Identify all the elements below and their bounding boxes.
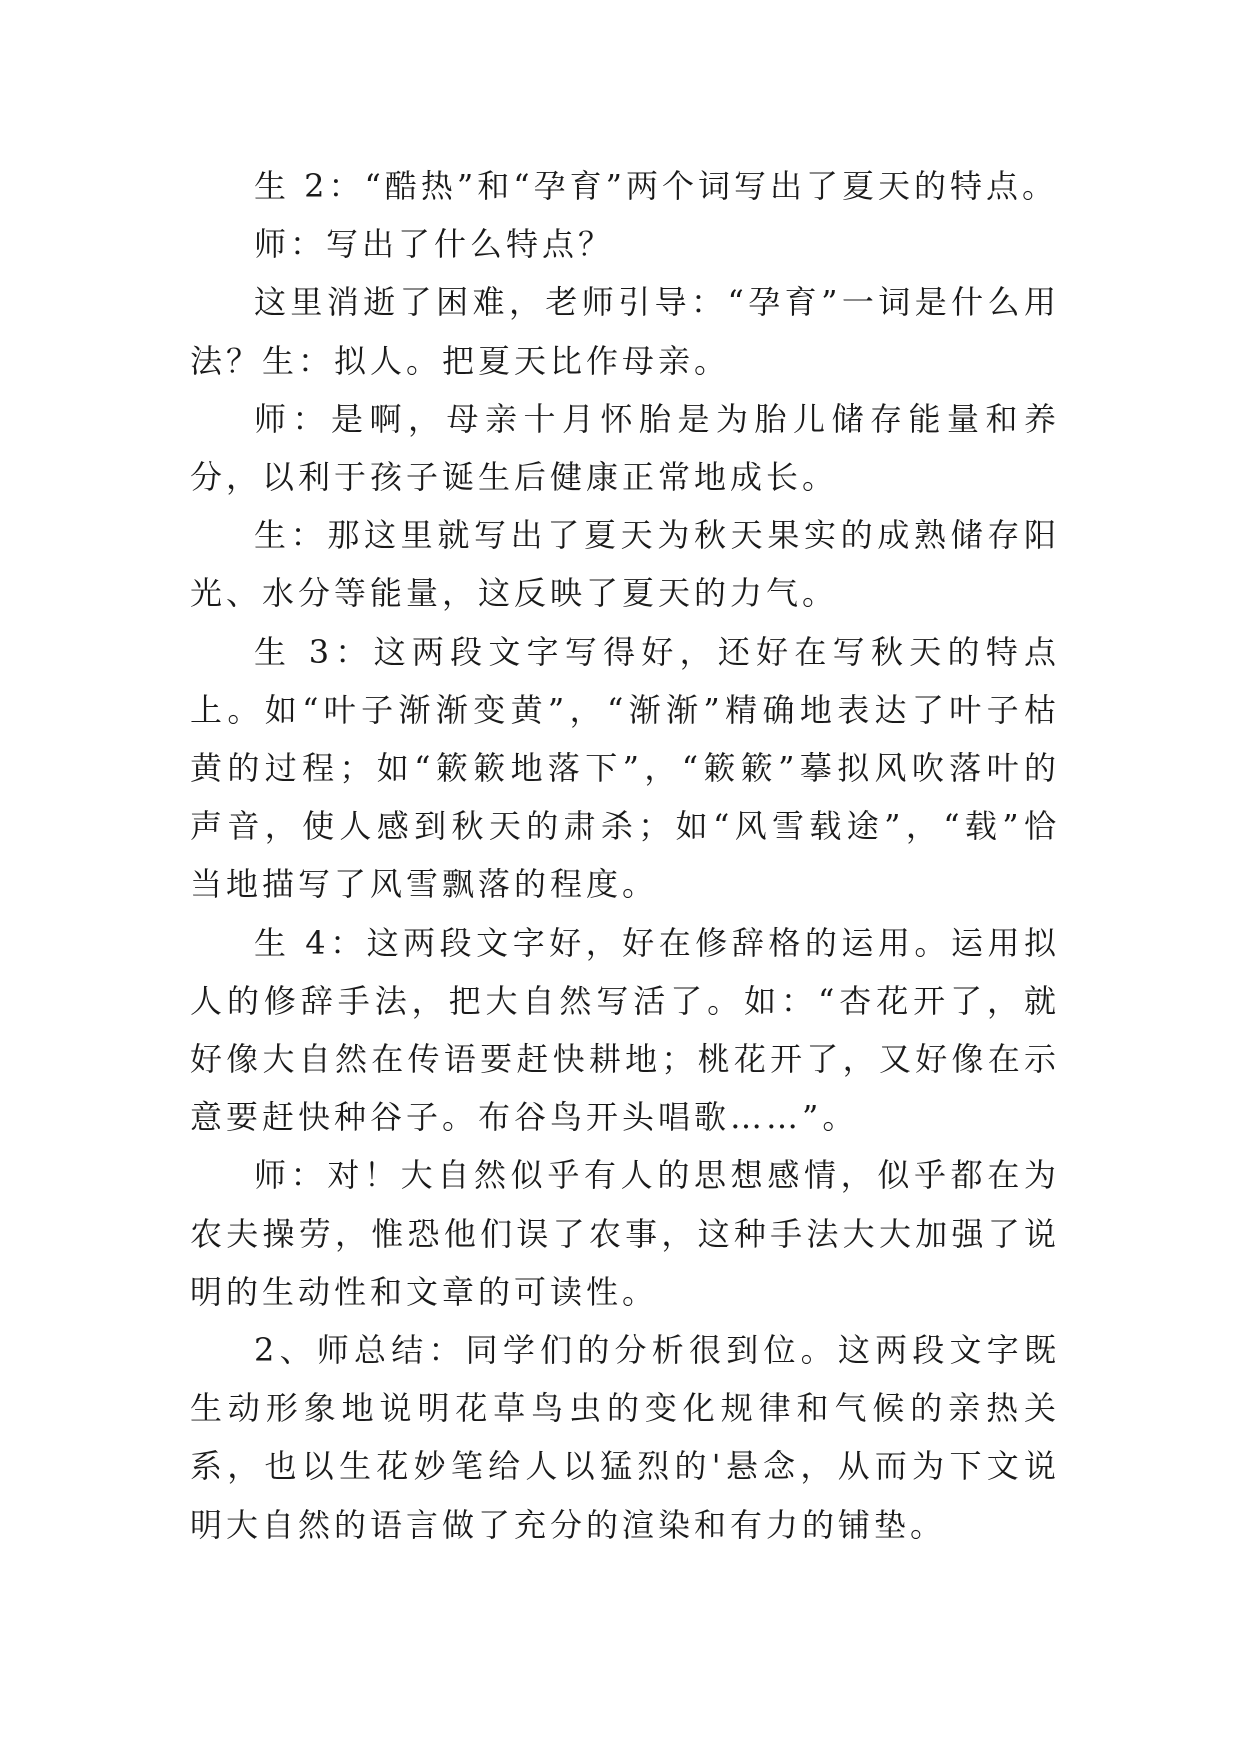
paragraph-student-summer: 生：那这里就写出了夏天为秋天果实的成熟储存阳光、水分等能量，这反映了夏天的力气。 (190, 516, 1060, 613)
paragraph-teacher-question: 师：写出了什么特点？ (254, 225, 615, 264)
paragraph-student-3: 生 3：这两段文字写得好，还好在写秋天的特点上。如“叶子渐渐变黄”，“渐渐”精确地表达了叶子枯黄的过程；如“簌簌地落下”，“簌簌”摹拟风吹落叶的声音，使人感到秋天的肃杀；如“风雪载途”，“载”恰当地描写了风雪飘落的程度。 (190, 632, 1060, 904)
paragraph-teacher-guide: 这里消逝了困难，老师引导：“孕育”一词是什么用法？生：拟人。把夏天比作母亲。 (190, 283, 1060, 380)
paragraph-student-4: 生 4：这两段文字好，好在修辞格的运用。运用拟人的修辞手法，把大自然写活了。如：“杏花开了，就好像大自然在传语要赶快耕地；桃花开了，又好像在示意要赶快种谷子。布谷鸟开头唱歌……”。 (190, 923, 1060, 1137)
document-body (190, 157, 1060, 1554)
paragraph-teacher-comment: 师：对！大自然似乎有人的思想感情，似乎都在为农夫操劳，惟恐他们误了农事，这种手法大大加强了说明的生动性和文章的可读性。 (190, 1156, 1060, 1311)
paragraph-student-2: 生 2：“酷热”和“孕育”两个词写出了夏天的特点。 (254, 167, 1058, 205)
paragraph-teacher-summary: 2、师总结：同学们的分析很到位。这两段文字既生动形象地说明花草鸟虫的变化规律和气候的亲热关系，也以生花妙笔给人以猛烈的'悬念，从而为下文说明大自然的语言做了充分的渲染和有力的铺垫。 (190, 1331, 1060, 1544)
paragraph-teacher-mother: 师：是啊，母亲十月怀胎是为胎儿储存能量和养分，以利于孩子诞生后健康正常地成长。 (190, 399, 1060, 497)
